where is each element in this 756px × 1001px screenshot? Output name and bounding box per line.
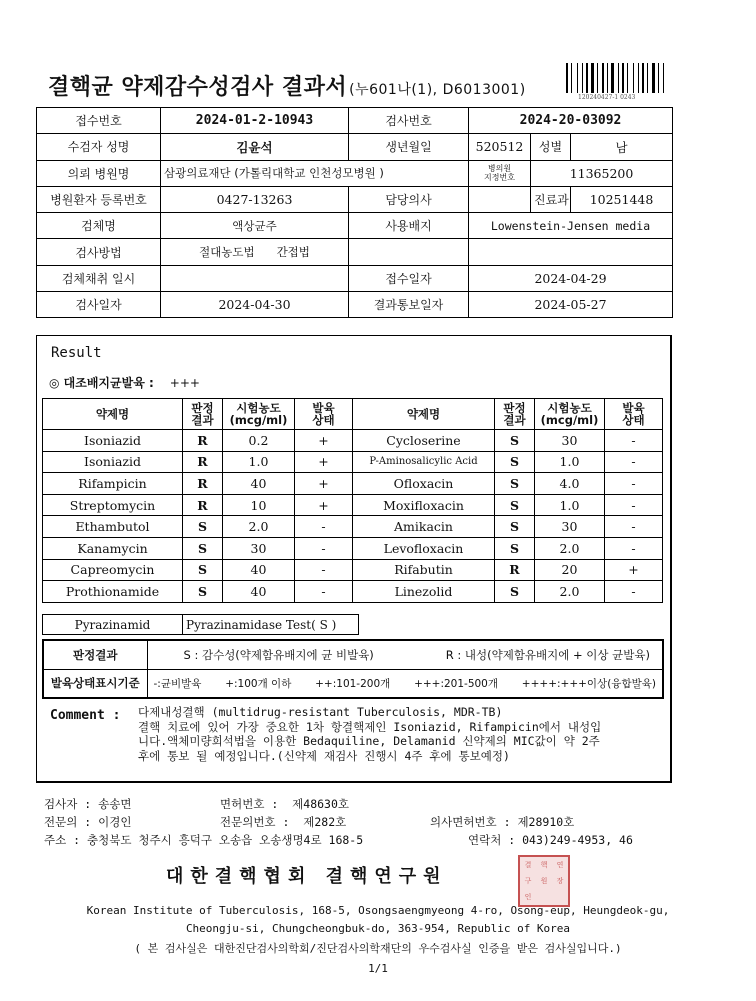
table-header-row [43,399,663,430]
concentration: 30 [223,537,295,559]
exam-no: 2024-20-03092 [469,108,673,134]
growth-status: - [605,494,663,516]
patient-info-table [36,107,673,318]
growth-status: - [605,430,663,452]
hospital-code: 11365200 [531,160,673,186]
dob-label: 생년월일 [349,134,469,160]
method: 절대농도법 간접법 [161,239,349,265]
result-title: Result [51,345,102,361]
legend-g2: +:100개 이하 [225,677,292,690]
judgment-legend-label: 판정결과 [43,640,147,669]
table-row [43,430,663,452]
concentration: 1.0 [535,451,605,473]
english-address-1: Korean Institute of Tuberculosis, 168-5, Osongsaengmyeong 4-ro, Osong-eup, Heungdeok-gu, [86,904,670,917]
certification-note: ( 본 검사실은 대한진단검사의학회/진단검사의학재단의 우수검사실 인증을 받은 검사실입니다.) [134,942,622,955]
table-row [43,451,663,473]
pza-drug: Pyrazinamid [43,615,183,635]
institute-name: 대한결핵협회 결핵연구원 [166,866,448,887]
barcode [566,63,668,93]
media: Lowenstein-Jensen media [469,213,673,239]
drug-name: Isoniazid [43,451,183,473]
table-row [43,494,663,516]
drug-name: Levofloxacin [353,537,495,559]
receipt-no: 2024-01-2-10943 [161,108,349,134]
specimen: 액상균주 [161,213,349,239]
growth-status: + [295,451,353,473]
specialist-number: 전문의번호 : 제282호 [220,815,347,829]
hospital-label: 의뢰 병원명 [37,160,161,186]
judgment: R [183,451,223,473]
drug-name: Isoniazid [43,430,183,452]
test-date-label: 검사일자 [37,292,161,318]
drug-name: P-Aminosalicylic Acid [353,451,495,473]
col-concentration: 시험농도 (mcg/ml) [223,399,295,430]
concentration: 1.0 [223,451,295,473]
collect-date-label: 검체채취 일시 [37,265,161,291]
growth-status: + [295,494,353,516]
concentration: 30 [535,430,605,452]
concentration: 20 [535,559,605,581]
patient-name-label: 수검자 성명 [37,134,161,160]
specimen-label: 검체명 [37,213,161,239]
judgment: R [183,494,223,516]
judgment: R [183,430,223,452]
sex: 남 [571,134,673,160]
judgment: S [495,473,535,495]
dept: 10251448 [571,186,673,212]
judgment: S [495,537,535,559]
control-growth-value: +++ [169,376,200,390]
tester-license: 면허번호 : 제48630호 [220,797,349,811]
judgment: S [183,516,223,538]
patient-name: 김윤석 [161,134,349,160]
document-title: 결핵균 약제감수성검사 결과서 (누601나(1), D6013001) [48,75,526,100]
tester: 검사자 : 송송면 [44,797,132,811]
col-drug: 약제명 [353,399,495,430]
judgment: S [495,581,535,603]
col-drug: 약제명 [43,399,183,430]
col-growth: 발육 상태 [295,399,353,430]
media-label: 사용배지 [349,213,469,239]
concentration: 0.2 [223,430,295,452]
specialist: 전문의 : 이경인 [44,815,132,829]
growth-status: + [605,559,663,581]
judgment: S [183,537,223,559]
drug-name: Streptomycin [43,494,183,516]
growth-status: - [605,516,663,538]
growth-status: - [295,537,353,559]
concentration: 40 [223,473,295,495]
judgment: S [183,581,223,603]
drug-name: Prothionamide [43,581,183,603]
official-seal: 결 핵 연 구 원 장 인 [518,855,570,907]
pyrazinamide-table [42,614,359,635]
growth-legend-label: 발육상태표시기준 [43,669,147,698]
test-date: 2024-04-30 [161,292,349,318]
method-label: 검사방법 [37,239,161,265]
receipt-date: 2024-04-29 [469,265,673,291]
report-date: 2024-05-27 [469,292,673,318]
concentration: 10 [223,494,295,516]
drug-name: Moxifloxacin [353,494,495,516]
drug-susceptibility-table [42,398,663,603]
reg-no-label: 병원환자 등록번호 [37,186,161,212]
legend-g5: ++++:+++이상(융합발육) [521,677,656,690]
concentration: 30 [535,516,605,538]
col-judgment: 판정 결과 [183,399,223,430]
col-judgment: 판정 결과 [495,399,535,430]
judgment: S [495,430,535,452]
legend-g4: +++:201-500개 [414,677,499,690]
drug-name: Rifampicin [43,473,183,495]
concentration: 2.0 [535,581,605,603]
receipt-date-label: 접수일자 [349,265,469,291]
table-row [43,559,663,581]
growth-status: - [295,559,353,581]
table-row [43,537,663,559]
concentration: 40 [223,581,295,603]
drug-name: Ofloxacin [353,473,495,495]
report-date-label: 결과통보일자 [349,292,469,318]
concentration: 4.0 [535,473,605,495]
dob: 520512 [469,134,531,160]
judgment: S [495,494,535,516]
col-growth: 발육 상태 [605,399,663,430]
drug-name: Ethambutol [43,516,183,538]
document-code: (누601나(1), D6013001) [349,82,526,98]
hospital-code-label: 병의원 지정번호 [469,160,531,186]
pza-result: Pyrazinamidase Test( S ) [183,615,359,635]
comment-label: Comment : [50,708,121,723]
judgment: S [495,451,535,473]
english-address-2: Cheongju-si, Chungcheongbuk-do, 363-954, Republic of Korea [185,922,571,935]
hospital-name: 삼광의료재단 (가톨릭대학교 인천성모병원 ) [161,160,469,186]
control-growth: ◎ 대조배지균발육 : +++ [49,376,200,390]
legend-g1: -:균비발육 [153,677,202,690]
concentration: 2.0 [223,516,295,538]
dept-label: 진료과 [531,186,571,212]
drug-name: Linezolid [353,581,495,603]
receipt-no-label: 접수번호 [37,108,161,134]
legend-s: S : 감수성(약제함유배지에 균 비발육) [183,647,374,662]
concentration: 2.0 [535,537,605,559]
judgment: R [495,559,535,581]
page-number: 1/1 [368,962,388,975]
exam-no-label: 검사번호 [349,108,469,134]
concentration: 40 [223,559,295,581]
comment-text: 다제내성결핵 (multidrug-resistant Tuberculosis, MDR-TB) 결핵 치료에 있어 가장 중요한 1차 항결핵제인 Isoniazid, Rifampicin에서 내성입 니다.액체미량희석법을 이용한 Bedaquiline, Delamanid 신약제의 MIC값이 약 2주 후에 통보 될 예정입니다.(신약제 재검사 진행시 4주 후에 통보예정) [138,705,602,763]
growth-status: + [295,430,353,452]
legend-table [42,639,664,699]
table-row [43,516,663,538]
sex-label: 성별 [531,134,571,160]
address: 주소 : 충청북도 청주시 흥덕구 오송읍 오송생명4로 168-5 [44,833,364,847]
growth-status: - [605,537,663,559]
table-row [43,581,663,603]
judgment: S [495,516,535,538]
table-row [43,473,663,495]
concentration: 1.0 [535,494,605,516]
drug-name: Rifabutin [353,559,495,581]
legend-g3: ++:101-200개 [315,677,391,690]
col-concentration: 시험농도 (mcg/ml) [535,399,605,430]
growth-status: - [295,581,353,603]
drug-name: Kanamycin [43,537,183,559]
growth-status: - [295,516,353,538]
barcode-number: 120240427-1 0243 [578,94,636,101]
growth-status: + [295,473,353,495]
drug-name: Cycloserine [353,430,495,452]
growth-status: - [605,451,663,473]
doctor-label: 담당의사 [349,186,469,212]
drug-name: Capreomycin [43,559,183,581]
collect-date [161,265,349,291]
phone: 연락처 : 043)249-4953, 46 [468,833,633,847]
growth-status: - [605,473,663,495]
drug-name: Amikacin [353,516,495,538]
growth-status: - [605,581,663,603]
doctor [469,186,531,212]
reg-no: 0427-13263 [161,186,349,212]
judgment: R [183,473,223,495]
legend-r: R : 내성(약제함유배지에 + 이상 균발육) [445,647,650,662]
doctor-license: 의사면허번호 : 제28910호 [430,815,575,829]
judgment: S [183,559,223,581]
